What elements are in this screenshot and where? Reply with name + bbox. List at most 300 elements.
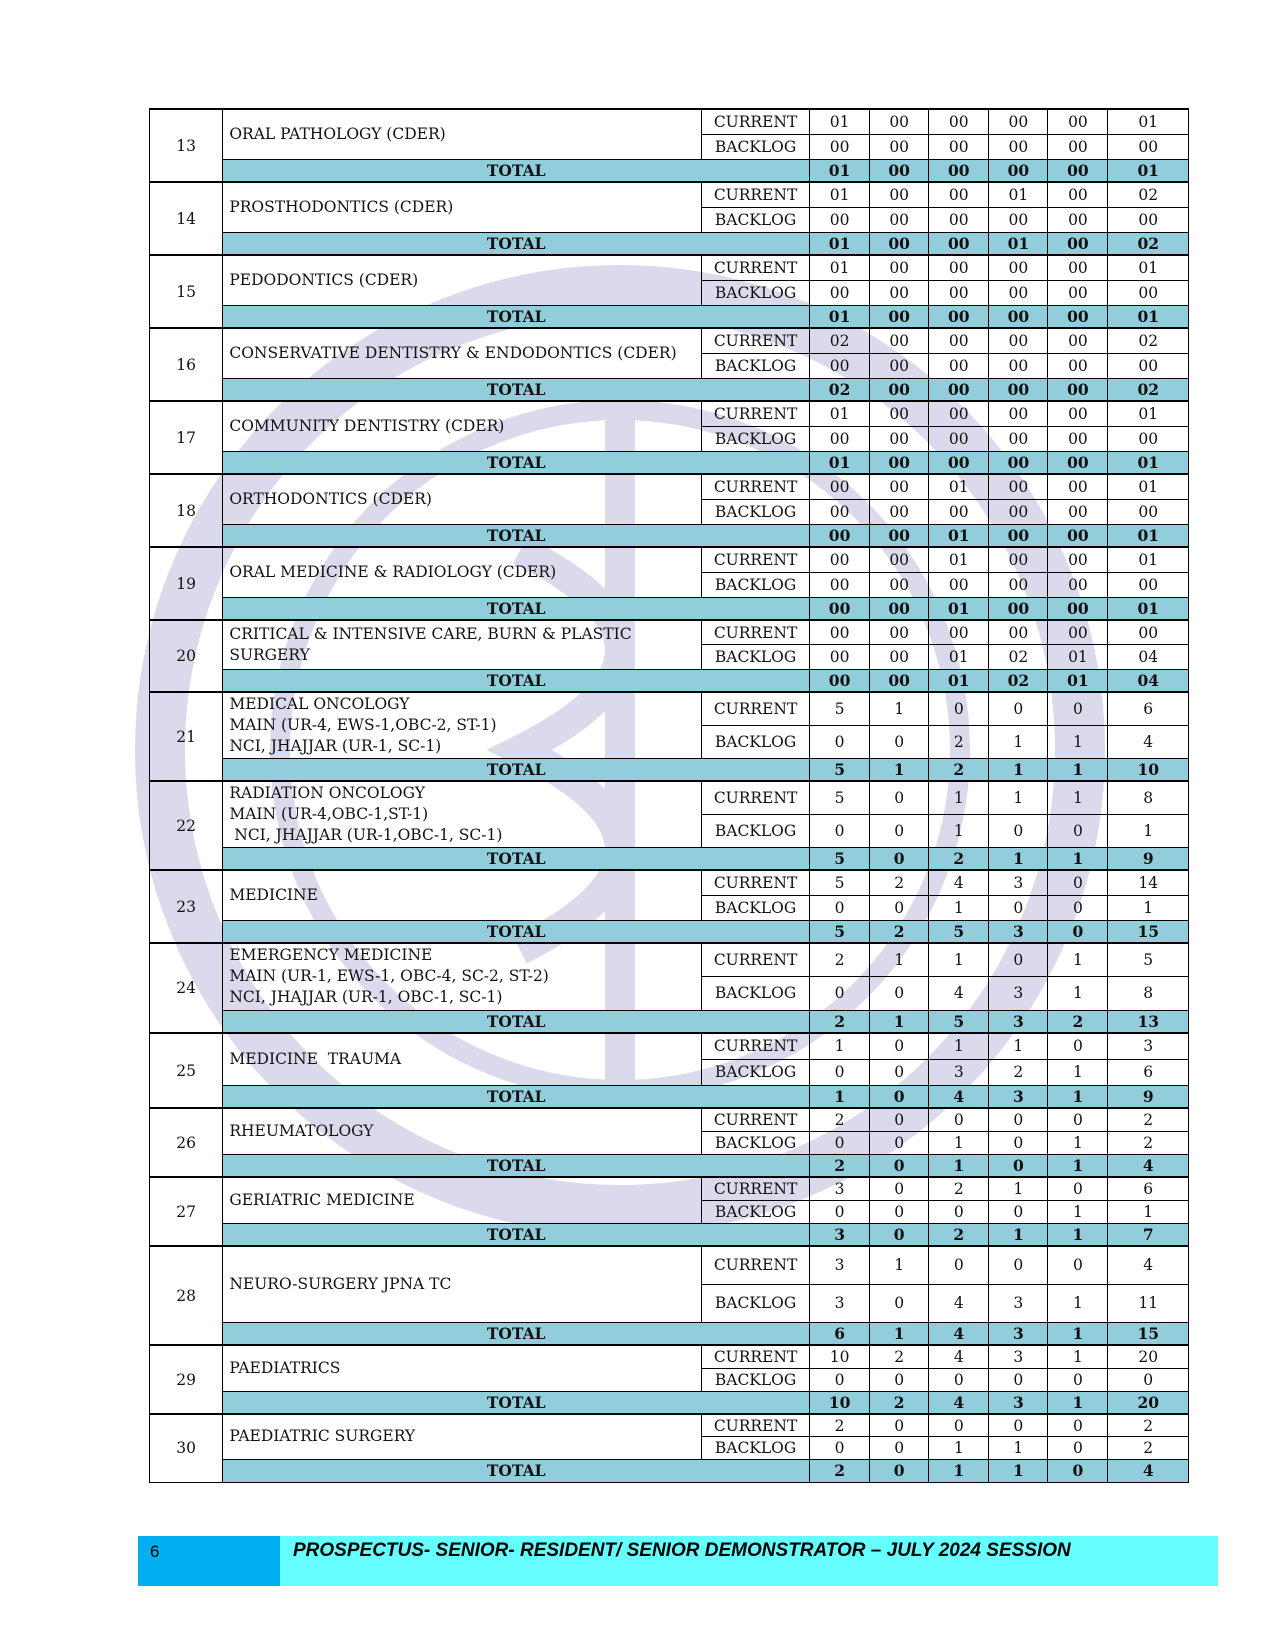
backlog-value: 3 bbox=[929, 1059, 989, 1085]
current-value: 1 bbox=[870, 943, 929, 977]
total-value: 1 bbox=[989, 758, 1048, 781]
department-name-line: NEURO-SURGERY JPNA TC bbox=[229, 1274, 452, 1293]
current-value: 01 bbox=[810, 401, 870, 426]
total-value: 00 bbox=[1048, 232, 1108, 255]
total-value: 00 bbox=[870, 669, 929, 692]
current-value: 1 bbox=[929, 943, 989, 977]
total-row bbox=[150, 451, 1189, 474]
total-label: TOTAL bbox=[223, 1322, 810, 1345]
current-label: CURRENT bbox=[702, 692, 810, 725]
total-value: 01 bbox=[810, 232, 870, 255]
backlog-value: 00 bbox=[810, 426, 870, 451]
current-row bbox=[150, 255, 1189, 280]
department-name-line: PEDODONTICS (CDER) bbox=[229, 270, 419, 289]
current-value: 3 bbox=[989, 1345, 1048, 1368]
department-name bbox=[223, 943, 702, 1010]
backlog-value: 1 bbox=[1048, 1131, 1108, 1154]
total-row bbox=[150, 305, 1189, 328]
serial-number: 30 bbox=[150, 1414, 223, 1482]
total-value: 00 bbox=[1048, 159, 1108, 182]
department-name-line: MEDICINE TRAUMA bbox=[229, 1049, 402, 1068]
current-value: 4 bbox=[1108, 1246, 1189, 1284]
total-value: 5 bbox=[810, 920, 870, 943]
backlog-value: 4 bbox=[1108, 725, 1189, 758]
department-name-line: MAIN (UR-4, EWS-1,OBC-2, ST-1) bbox=[229, 715, 497, 734]
backlog-value: 00 bbox=[929, 207, 989, 232]
total-value: 1 bbox=[989, 1459, 1048, 1482]
total-value: 0 bbox=[1048, 1459, 1108, 1482]
current-label: CURRENT bbox=[702, 182, 810, 207]
current-value: 00 bbox=[870, 401, 929, 426]
total-value: 1 bbox=[1048, 1322, 1108, 1345]
department-name bbox=[223, 328, 702, 378]
department-name bbox=[223, 1246, 702, 1322]
serial-number: 27 bbox=[150, 1177, 223, 1246]
backlog-value: 00 bbox=[989, 353, 1048, 378]
total-value: 2 bbox=[810, 1010, 870, 1033]
total-row bbox=[150, 1223, 1189, 1246]
footer-title: PROSPECTUS- SENIOR- RESIDENT/ SENIOR DEMONSTRATOR – JULY 2024 SESSION bbox=[293, 1540, 1071, 1561]
backlog-value: 00 bbox=[810, 134, 870, 159]
current-value: 00 bbox=[1048, 620, 1108, 645]
backlog-value: 00 bbox=[989, 426, 1048, 451]
backlog-value: 00 bbox=[1108, 280, 1189, 305]
current-value: 10 bbox=[810, 1345, 870, 1368]
backlog-value: 2 bbox=[1108, 1131, 1189, 1154]
total-row bbox=[150, 847, 1189, 870]
total-value: 1 bbox=[1048, 1154, 1108, 1177]
backlog-value: 0 bbox=[870, 1059, 929, 1085]
current-value: 0 bbox=[870, 1108, 929, 1131]
current-row bbox=[150, 943, 1189, 977]
department-name-line: PROSTHODONTICS (CDER) bbox=[229, 197, 454, 216]
backlog-value: 00 bbox=[929, 280, 989, 305]
current-value: 0 bbox=[1048, 1108, 1108, 1131]
backlog-label: BACKLOG bbox=[702, 725, 810, 758]
total-label: TOTAL bbox=[223, 758, 810, 781]
total-row bbox=[150, 524, 1189, 547]
backlog-value: 0 bbox=[1048, 1368, 1108, 1391]
total-value: 00 bbox=[870, 159, 929, 182]
current-value: 00 bbox=[870, 474, 929, 499]
current-value: 1 bbox=[989, 1177, 1048, 1200]
serial-number: 28 bbox=[150, 1246, 223, 1345]
total-value: 01 bbox=[1048, 669, 1108, 692]
department-name-line: MAIN (UR-4,OBC-1,ST-1) bbox=[229, 804, 429, 823]
backlog-value: 0 bbox=[810, 977, 870, 1011]
total-value: 9 bbox=[1108, 1085, 1189, 1108]
current-value: 02 bbox=[1108, 182, 1189, 207]
backlog-value: 1 bbox=[1048, 977, 1108, 1011]
serial-number: 23 bbox=[150, 870, 223, 943]
backlog-value: 0 bbox=[810, 1200, 870, 1223]
backlog-value: 8 bbox=[1108, 977, 1189, 1011]
department-name-line: ORTHODONTICS (CDER) bbox=[229, 489, 432, 508]
backlog-value: 1 bbox=[1048, 1200, 1108, 1223]
backlog-value: 0 bbox=[1048, 895, 1108, 920]
backlog-value: 0 bbox=[929, 1200, 989, 1223]
current-value: 02 bbox=[810, 328, 870, 353]
backlog-label: BACKLOG bbox=[702, 814, 810, 847]
total-value: 3 bbox=[989, 1322, 1048, 1345]
backlog-value: 0 bbox=[1048, 1437, 1108, 1460]
department-name bbox=[223, 781, 702, 847]
serial-number: 15 bbox=[150, 255, 223, 328]
current-value: 5 bbox=[810, 692, 870, 725]
current-value: 2 bbox=[870, 870, 929, 895]
department-name-line: MEDICINE bbox=[229, 885, 318, 904]
backlog-label: BACKLOG bbox=[702, 426, 810, 451]
total-row bbox=[150, 669, 1189, 692]
department-name-line: ORAL PATHOLOGY (CDER) bbox=[229, 124, 446, 143]
backlog-value: 0 bbox=[1048, 814, 1108, 847]
total-row bbox=[150, 597, 1189, 620]
current-value: 00 bbox=[870, 547, 929, 572]
current-label: CURRENT bbox=[702, 1345, 810, 1368]
department-name-line: MAIN (UR-1, EWS-1, OBC-4, SC-2, ST-2) bbox=[229, 967, 549, 986]
total-label: TOTAL bbox=[223, 1391, 810, 1414]
backlog-value: 00 bbox=[1048, 207, 1108, 232]
backlog-value: 00 bbox=[1108, 134, 1189, 159]
backlog-value: 00 bbox=[929, 426, 989, 451]
current-value: 1 bbox=[929, 1033, 989, 1059]
total-value: 02 bbox=[1108, 232, 1189, 255]
page-footer bbox=[138, 1536, 1218, 1586]
total-value: 5 bbox=[810, 758, 870, 781]
backlog-label: BACKLOG bbox=[702, 1200, 810, 1223]
total-value: 2 bbox=[810, 1459, 870, 1482]
total-label: TOTAL bbox=[223, 1154, 810, 1177]
department-name bbox=[223, 1033, 702, 1085]
backlog-value: 0 bbox=[870, 977, 929, 1011]
total-value: 2 bbox=[870, 1391, 929, 1414]
current-value: 01 bbox=[1108, 255, 1189, 280]
current-row bbox=[150, 620, 1189, 645]
current-value: 0 bbox=[1048, 1414, 1108, 1437]
current-value: 00 bbox=[810, 474, 870, 499]
backlog-value: 4 bbox=[929, 977, 989, 1011]
current-row bbox=[150, 1108, 1189, 1131]
backlog-value: 00 bbox=[929, 499, 989, 524]
backlog-value: 0 bbox=[989, 895, 1048, 920]
backlog-label: BACKLOG bbox=[702, 1437, 810, 1460]
backlog-value: 00 bbox=[870, 572, 929, 597]
backlog-value: 2 bbox=[929, 725, 989, 758]
current-value: 01 bbox=[1108, 474, 1189, 499]
current-value: 1 bbox=[929, 781, 989, 814]
backlog-value: 00 bbox=[870, 499, 929, 524]
backlog-value: 01 bbox=[1048, 645, 1108, 670]
current-value: 2 bbox=[929, 1177, 989, 1200]
current-value: 00 bbox=[989, 474, 1048, 499]
current-value: 00 bbox=[1048, 547, 1108, 572]
department-name-line: COMMUNITY DENTISTRY (CDER) bbox=[229, 416, 505, 435]
serial-number: 21 bbox=[150, 692, 223, 781]
department-name bbox=[223, 401, 702, 451]
current-value: 00 bbox=[989, 620, 1048, 645]
current-value: 1 bbox=[989, 1033, 1048, 1059]
current-value: 00 bbox=[1048, 109, 1108, 134]
total-value: 01 bbox=[1108, 305, 1189, 328]
current-value: 0 bbox=[929, 1414, 989, 1437]
backlog-value: 0 bbox=[810, 725, 870, 758]
total-value: 0 bbox=[870, 1223, 929, 1246]
total-value: 00 bbox=[929, 378, 989, 401]
total-value: 00 bbox=[870, 524, 929, 547]
current-value: 5 bbox=[810, 781, 870, 814]
current-value: 0 bbox=[870, 781, 929, 814]
backlog-value: 1 bbox=[1108, 814, 1189, 847]
current-value: 01 bbox=[810, 255, 870, 280]
serial-number: 14 bbox=[150, 182, 223, 255]
current-value: 0 bbox=[989, 692, 1048, 725]
backlog-value: 1 bbox=[989, 725, 1048, 758]
backlog-value: 0 bbox=[870, 895, 929, 920]
total-value: 1 bbox=[1048, 758, 1108, 781]
total-value: 0 bbox=[989, 1154, 1048, 1177]
current-value: 00 bbox=[929, 620, 989, 645]
current-value: 0 bbox=[929, 692, 989, 725]
backlog-value: 00 bbox=[810, 572, 870, 597]
backlog-value: 01 bbox=[929, 645, 989, 670]
total-value: 4 bbox=[929, 1085, 989, 1108]
total-value: 0 bbox=[870, 1459, 929, 1482]
backlog-label: BACKLOG bbox=[702, 207, 810, 232]
total-value: 4 bbox=[1108, 1154, 1189, 1177]
total-value: 00 bbox=[810, 597, 870, 620]
backlog-value: 00 bbox=[1108, 353, 1189, 378]
department-name bbox=[223, 1345, 702, 1391]
serial-number: 18 bbox=[150, 474, 223, 547]
total-value: 1 bbox=[989, 1223, 1048, 1246]
serial-number: 22 bbox=[150, 781, 223, 870]
current-value: 00 bbox=[929, 255, 989, 280]
backlog-value: 0 bbox=[870, 1368, 929, 1391]
total-label: TOTAL bbox=[223, 378, 810, 401]
department-name-line: RADIATION ONCOLOGY bbox=[229, 783, 425, 802]
current-label: CURRENT bbox=[702, 1246, 810, 1284]
backlog-value: 00 bbox=[1108, 207, 1189, 232]
total-value: 3 bbox=[989, 1085, 1048, 1108]
current-value: 1 bbox=[989, 781, 1048, 814]
total-value: 1 bbox=[870, 758, 929, 781]
current-label: CURRENT bbox=[702, 1108, 810, 1131]
backlog-label: BACKLOG bbox=[702, 499, 810, 524]
current-value: 5 bbox=[810, 870, 870, 895]
total-value: 1 bbox=[929, 1154, 989, 1177]
current-value: 00 bbox=[870, 328, 929, 353]
backlog-label: BACKLOG bbox=[702, 353, 810, 378]
total-row bbox=[150, 1459, 1189, 1482]
total-value: 1 bbox=[870, 1010, 929, 1033]
total-label: TOTAL bbox=[223, 232, 810, 255]
current-row bbox=[150, 1177, 1189, 1200]
current-row bbox=[150, 1246, 1189, 1284]
current-label: CURRENT bbox=[702, 401, 810, 426]
backlog-value: 4 bbox=[929, 1284, 989, 1322]
total-value: 02 bbox=[1108, 378, 1189, 401]
total-value: 00 bbox=[810, 669, 870, 692]
total-value: 13 bbox=[1108, 1010, 1189, 1033]
current-value: 2 bbox=[870, 1345, 929, 1368]
serial-number: 16 bbox=[150, 328, 223, 401]
total-value: 04 bbox=[1108, 669, 1189, 692]
current-row bbox=[150, 1345, 1189, 1368]
total-value: 20 bbox=[1108, 1391, 1189, 1414]
current-row bbox=[150, 401, 1189, 426]
serial-number: 24 bbox=[150, 943, 223, 1033]
total-row bbox=[150, 1085, 1189, 1108]
total-value: 15 bbox=[1108, 920, 1189, 943]
total-value: 00 bbox=[870, 305, 929, 328]
current-value: 00 bbox=[870, 255, 929, 280]
current-row bbox=[150, 182, 1189, 207]
department-name bbox=[223, 1414, 702, 1459]
total-value: 00 bbox=[929, 159, 989, 182]
department-name bbox=[223, 1108, 702, 1154]
current-row bbox=[150, 781, 1189, 814]
total-value: 00 bbox=[810, 524, 870, 547]
current-value: 6 bbox=[1108, 692, 1189, 725]
serial-number: 25 bbox=[150, 1033, 223, 1108]
backlog-value: 00 bbox=[810, 280, 870, 305]
backlog-value: 3 bbox=[989, 1284, 1048, 1322]
backlog-value: 00 bbox=[810, 499, 870, 524]
total-value: 00 bbox=[989, 378, 1048, 401]
current-value: 0 bbox=[1048, 870, 1108, 895]
backlog-value: 00 bbox=[1048, 134, 1108, 159]
current-value: 00 bbox=[1048, 255, 1108, 280]
current-value: 0 bbox=[1048, 1177, 1108, 1200]
current-value: 00 bbox=[1048, 401, 1108, 426]
department-name-line: SURGERY bbox=[229, 645, 310, 664]
backlog-value: 2 bbox=[989, 1059, 1048, 1085]
backlog-value: 1 bbox=[1048, 1284, 1108, 1322]
total-value: 1 bbox=[870, 1322, 929, 1345]
total-value: 00 bbox=[870, 451, 929, 474]
backlog-value: 00 bbox=[989, 280, 1048, 305]
backlog-value: 6 bbox=[1108, 1059, 1189, 1085]
total-value: 01 bbox=[1108, 451, 1189, 474]
serial-number: 29 bbox=[150, 1345, 223, 1414]
department-name bbox=[223, 547, 702, 597]
department-name-line: PAEDIATRICS bbox=[229, 1358, 341, 1377]
total-value: 02 bbox=[989, 669, 1048, 692]
current-value: 1 bbox=[1048, 781, 1108, 814]
current-value: 20 bbox=[1108, 1345, 1189, 1368]
current-value: 00 bbox=[989, 547, 1048, 572]
department-name bbox=[223, 620, 702, 669]
serial-number: 13 bbox=[150, 109, 223, 182]
total-row bbox=[150, 758, 1189, 781]
department-name-line: MEDICAL ONCOLOGY bbox=[229, 694, 410, 713]
backlog-value: 00 bbox=[1048, 499, 1108, 524]
department-name-line: CONSERVATIVE DENTISTRY & ENDODONTICS (CDER) bbox=[229, 343, 677, 362]
current-value: 6 bbox=[1108, 1177, 1189, 1200]
backlog-label: BACKLOG bbox=[702, 1059, 810, 1085]
current-value: 01 bbox=[810, 182, 870, 207]
current-value: 0 bbox=[1048, 1246, 1108, 1284]
current-value: 2 bbox=[1108, 1108, 1189, 1131]
department-name-line: NCI, JHAJJAR (UR-1, OBC-1, SC-1) bbox=[229, 988, 503, 1007]
total-label: TOTAL bbox=[223, 597, 810, 620]
total-row bbox=[150, 1010, 1189, 1033]
current-value: 0 bbox=[989, 1246, 1048, 1284]
current-value: 1 bbox=[1048, 1345, 1108, 1368]
department-name bbox=[223, 692, 702, 758]
total-value: 00 bbox=[870, 378, 929, 401]
total-label: TOTAL bbox=[223, 1085, 810, 1108]
total-value: 01 bbox=[810, 305, 870, 328]
current-label: CURRENT bbox=[702, 547, 810, 572]
serial-number: 20 bbox=[150, 620, 223, 692]
current-value: 00 bbox=[870, 109, 929, 134]
current-value: 3 bbox=[810, 1246, 870, 1284]
current-value: 01 bbox=[989, 182, 1048, 207]
current-value: 1 bbox=[810, 1033, 870, 1059]
backlog-value: 00 bbox=[870, 353, 929, 378]
department-name-line: RHEUMATOLOGY bbox=[229, 1121, 374, 1140]
backlog-value: 0 bbox=[810, 1131, 870, 1154]
department-name-line: ORAL MEDICINE & RADIOLOGY (CDER) bbox=[229, 562, 557, 581]
backlog-value: 00 bbox=[1048, 353, 1108, 378]
current-value: 01 bbox=[810, 109, 870, 134]
current-label: CURRENT bbox=[702, 474, 810, 499]
total-value: 01 bbox=[810, 451, 870, 474]
backlog-value: 0 bbox=[989, 814, 1048, 847]
backlog-value: 1 bbox=[929, 895, 989, 920]
backlog-value: 00 bbox=[810, 207, 870, 232]
total-value: 2 bbox=[810, 1154, 870, 1177]
backlog-value: 1 bbox=[929, 814, 989, 847]
current-value: 2 bbox=[1108, 1414, 1189, 1437]
total-value: 1 bbox=[1048, 1391, 1108, 1414]
total-value: 5 bbox=[929, 920, 989, 943]
total-value: 00 bbox=[1048, 597, 1108, 620]
total-row bbox=[150, 1391, 1189, 1414]
backlog-value: 0 bbox=[810, 814, 870, 847]
department-name bbox=[223, 1177, 702, 1223]
total-value: 0 bbox=[870, 1154, 929, 1177]
current-value: 01 bbox=[1108, 547, 1189, 572]
total-value: 3 bbox=[810, 1223, 870, 1246]
current-value: 3 bbox=[989, 870, 1048, 895]
backlog-label: BACKLOG bbox=[702, 895, 810, 920]
total-value: 00 bbox=[989, 524, 1048, 547]
current-value: 1 bbox=[1048, 943, 1108, 977]
current-label: CURRENT bbox=[702, 109, 810, 134]
department-name-line: GERIATRIC MEDICINE bbox=[229, 1190, 415, 1209]
current-value: 00 bbox=[810, 547, 870, 572]
total-row bbox=[150, 1154, 1189, 1177]
current-value: 2 bbox=[810, 1108, 870, 1131]
total-value: 00 bbox=[870, 232, 929, 255]
total-value: 0 bbox=[1048, 920, 1108, 943]
backlog-value: 0 bbox=[989, 1131, 1048, 1154]
total-value: 2 bbox=[870, 920, 929, 943]
department-name bbox=[223, 474, 702, 524]
current-value: 01 bbox=[1108, 109, 1189, 134]
total-value: 1 bbox=[1048, 1223, 1108, 1246]
current-row bbox=[150, 109, 1189, 134]
total-row bbox=[150, 378, 1189, 401]
seat-matrix-table bbox=[149, 108, 1189, 1483]
backlog-value: 0 bbox=[1108, 1368, 1189, 1391]
current-value: 2 bbox=[810, 1414, 870, 1437]
current-value: 5 bbox=[1108, 943, 1189, 977]
current-value: 00 bbox=[929, 328, 989, 353]
total-value: 0 bbox=[870, 1085, 929, 1108]
